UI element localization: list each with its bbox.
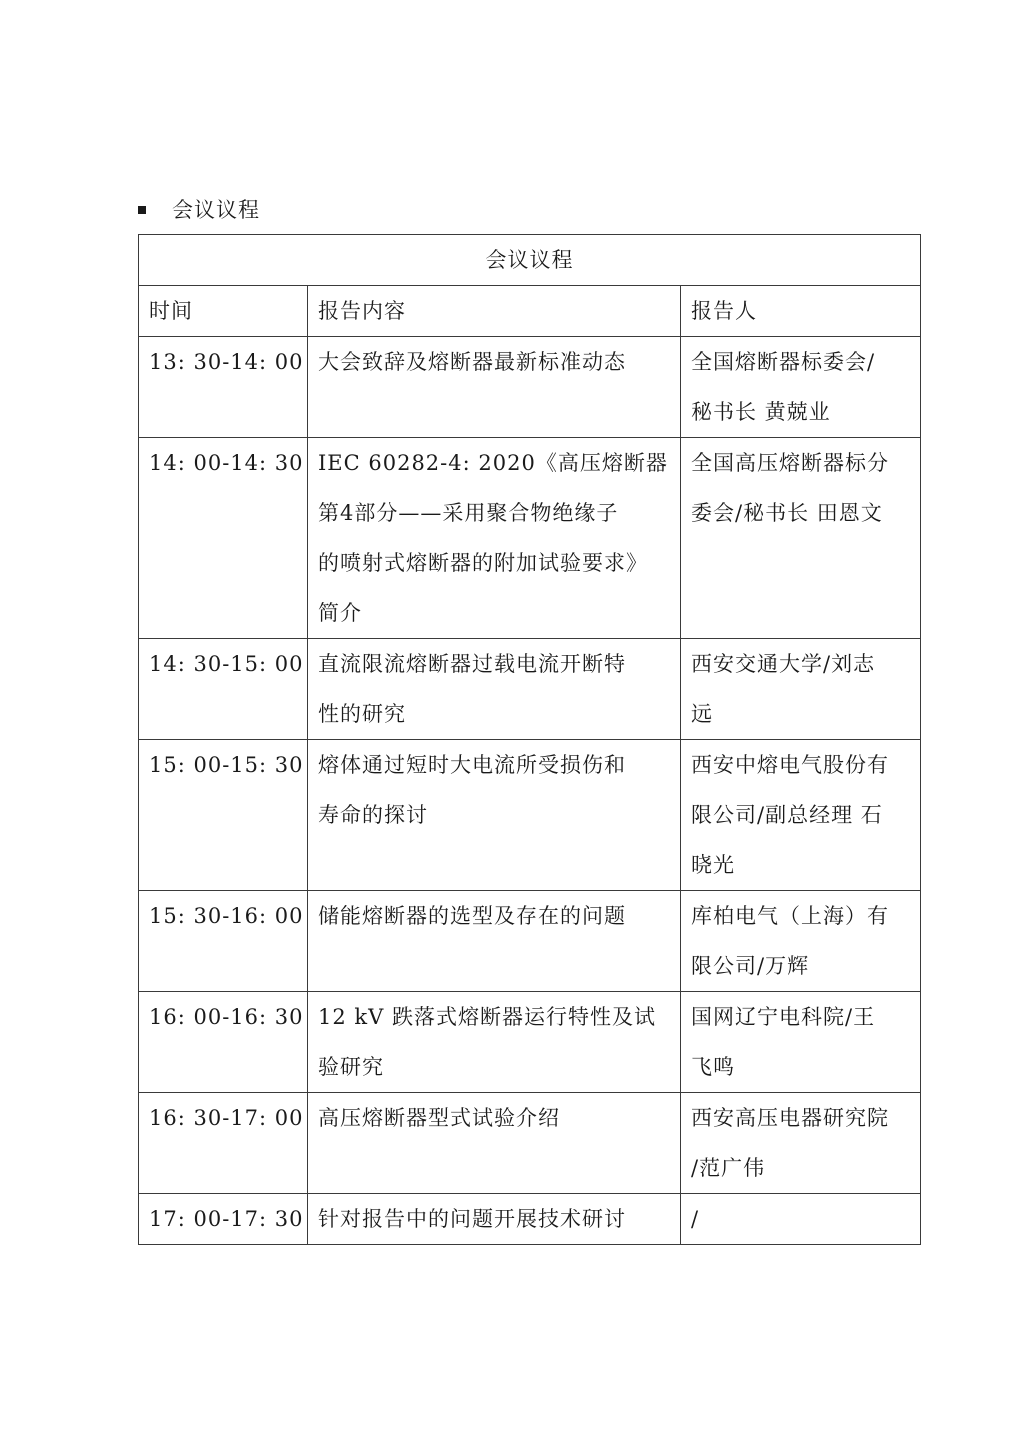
agenda-topic-line: 性的研究 — [318, 702, 406, 726]
agenda-topic-cell — [308, 438, 681, 639]
agenda-speaker-cell — [681, 438, 921, 639]
agenda-speaker-cell — [681, 337, 921, 438]
agenda-topic-cell — [308, 1194, 681, 1245]
agenda-topic-line: 12 kV 跌落式熔断器运行特性及试 — [318, 1005, 656, 1029]
agenda-speaker-line: 西安高压电器研究院 — [691, 1106, 889, 1130]
agenda-speaker-line: / — [691, 1207, 700, 1231]
agenda-caption-row — [139, 235, 921, 286]
agenda-speaker-cell — [681, 992, 921, 1093]
agenda-topic-line: 验研究 — [318, 1055, 384, 1079]
agenda-speaker-line: 库柏电气（上海）有 — [691, 904, 889, 928]
agenda-topic-line: 储能熔断器的选型及存在的问题 — [318, 904, 626, 928]
agenda-caption: 会议议程 — [139, 235, 921, 286]
agenda-topic-cell — [308, 639, 681, 740]
agenda-header-row — [139, 286, 921, 337]
agenda-speaker-cell — [681, 1093, 921, 1194]
agenda-row — [139, 740, 921, 891]
agenda-topic-cell — [308, 1093, 681, 1194]
agenda-speaker-line: 国网辽宁电科院/王 — [691, 1005, 876, 1029]
agenda-topic-line: 简介 — [318, 601, 362, 625]
header-topic: 报告内容 — [308, 286, 681, 337]
agenda-time-cell: 16: 00-16: 30 — [139, 992, 308, 1093]
agenda-topic-cell — [308, 891, 681, 992]
header-speaker: 报告人 — [681, 286, 921, 337]
agenda-speaker-cell — [681, 639, 921, 740]
agenda-speaker-line: 西安交通大学/刘志 — [691, 652, 876, 676]
section-heading-text: 会议议程 — [172, 198, 260, 222]
agenda-time-cell: 17: 00-17: 30 — [139, 1194, 308, 1245]
agenda-time-cell: 15: 30-16: 00 — [139, 891, 308, 992]
agenda-row — [139, 891, 921, 992]
agenda-row — [139, 992, 921, 1093]
agenda-row — [139, 337, 921, 438]
agenda-row — [139, 1093, 921, 1194]
agenda-speaker-line: 限公司/万辉 — [691, 954, 810, 978]
agenda-time-cell: 16: 30-17: 00 — [139, 1093, 308, 1194]
agenda-speaker-line: 西安中熔电气股份有 — [691, 753, 889, 777]
agenda-topic-line: 第4部分——采用聚合物绝缘子 — [318, 501, 619, 525]
agenda-body — [139, 337, 921, 1245]
agenda-row — [139, 438, 921, 639]
agenda-speaker-line: 远 — [691, 702, 713, 726]
agenda-topic-line: 直流限流熔断器过载电流开断特 — [318, 652, 626, 676]
agenda-time-cell: 14: 00-14: 30 — [139, 438, 308, 639]
agenda-speaker-cell — [681, 740, 921, 891]
header-time: 时间 — [139, 286, 308, 337]
agenda-time-cell: 14: 30-15: 00 — [139, 639, 308, 740]
agenda-speaker-line: 全国熔断器标委会/ — [691, 350, 876, 374]
agenda-topic-line: 的喷射式熔断器的附加试验要求》 — [318, 551, 648, 575]
agenda-speaker-line: 飞鸣 — [691, 1055, 735, 1079]
agenda-speaker-line: 全国高压熔断器标分 — [691, 451, 889, 475]
agenda-speaker-line: 秘书长 黄兢业 — [691, 400, 831, 424]
agenda-row — [139, 639, 921, 740]
agenda-row — [139, 1194, 921, 1245]
agenda-speaker-line: /范广伟 — [691, 1156, 766, 1180]
agenda-topic-cell — [308, 337, 681, 438]
agenda-speaker-line: 委会/秘书长 田恩文 — [691, 501, 883, 525]
agenda-topic-line: 熔体通过短时大电流所受损伤和 — [318, 753, 626, 777]
agenda-topic-line: 寿命的探讨 — [318, 803, 428, 827]
agenda-topic-line: 针对报告中的问题开展技术研讨 — [318, 1207, 626, 1231]
agenda-topic-cell — [308, 992, 681, 1093]
agenda-table — [138, 234, 921, 1245]
agenda-time-cell: 13: 30-14: 00 — [139, 337, 308, 438]
agenda-topic-line: 大会致辞及熔断器最新标准动态 — [318, 350, 626, 374]
square-bullet-icon — [138, 206, 146, 214]
agenda-speaker-line: 晓光 — [691, 853, 735, 877]
section-heading — [138, 192, 260, 226]
agenda-speaker-cell — [681, 1194, 921, 1245]
agenda-time-cell: 15: 00-15: 30 — [139, 740, 308, 891]
agenda-topic-line: 高压熔断器型式试验介绍 — [318, 1106, 560, 1130]
agenda-topic-line: IEC 60282-4: 2020《高压熔断器 — [318, 451, 668, 475]
agenda-speaker-line: 限公司/副总经理 石 — [691, 803, 883, 827]
agenda-speaker-cell — [681, 891, 921, 992]
agenda-topic-cell — [308, 740, 681, 891]
